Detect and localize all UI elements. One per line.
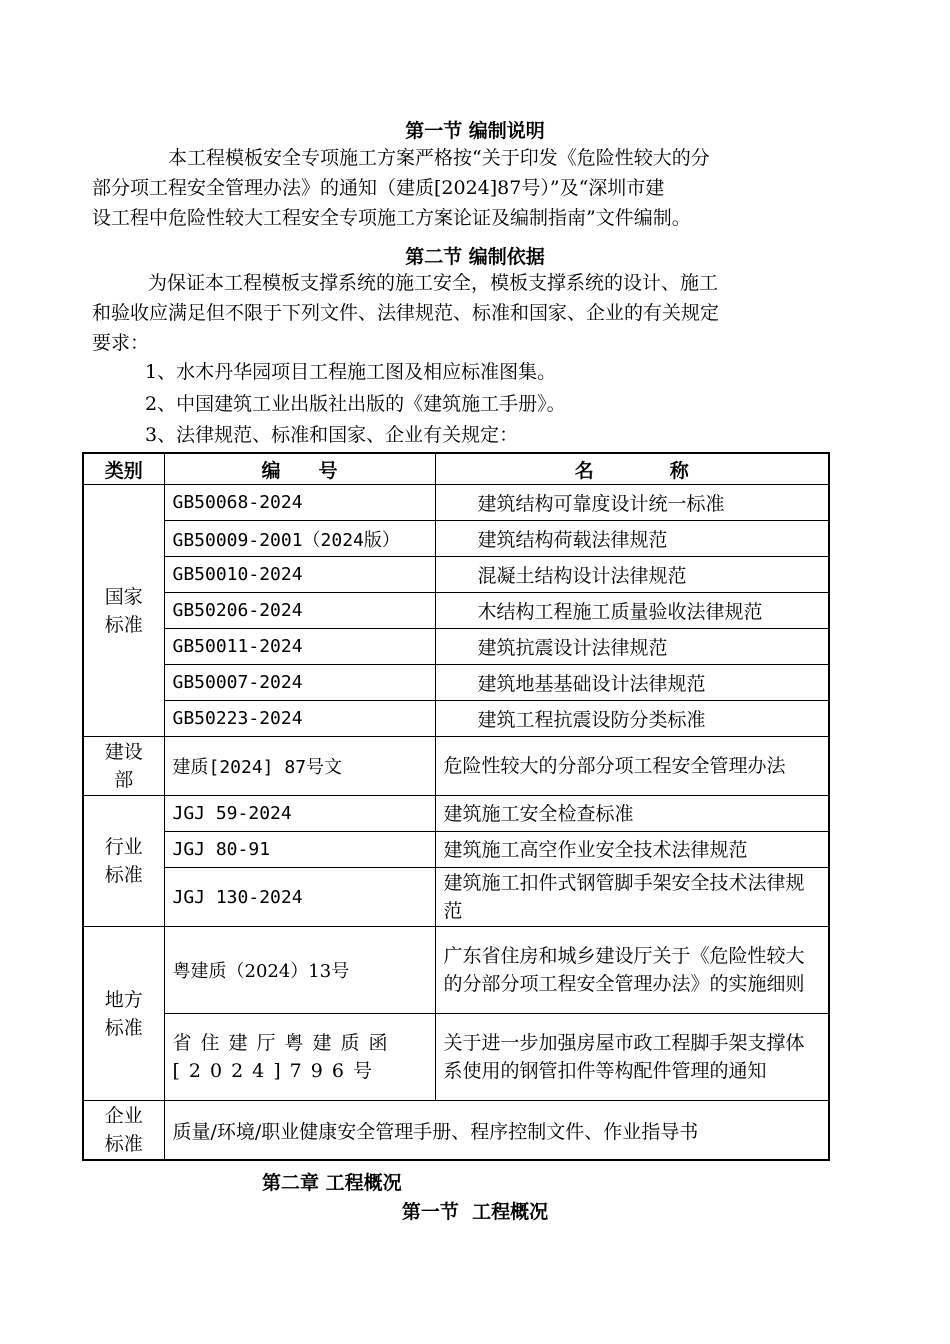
paragraph-line: 本工程模板安全专项施工方案严格按“关于印发《危险性较大的分	[168, 147, 710, 169]
table-header-row	[83, 453, 829, 485]
paragraph-line: 要求：	[92, 332, 150, 354]
category-industry: 行业标准	[83, 796, 164, 927]
table-row	[83, 927, 829, 1014]
standard-code: JGJ 80-91	[164, 832, 435, 868]
standard-code: JGJ 130-2024	[164, 868, 435, 927]
chapter-title: 第二章 工程概况	[262, 1172, 402, 1194]
paragraph-line: 部分项工程安全管理办法》的通知（建质[2024]87号）”及“深圳市建	[92, 177, 665, 199]
standard-name: 广东省住房和城乡建设厅关于《危险性较大的分部分项工程安全管理办法》的实施细则	[435, 927, 829, 1014]
standard-name: 混凝土结构设计法律规范	[435, 557, 829, 593]
standard-code: JGJ 59-2024	[164, 796, 435, 832]
standard-code: GB50223-2024	[164, 701, 435, 737]
standard-code: GB50206-2024	[164, 593, 435, 629]
standard-name: 木结构工程施工质量验收法律规范	[435, 593, 829, 629]
standard-code: GB50007-2024	[164, 665, 435, 701]
section-title-compilation-notes: 第一节 编制说明	[405, 120, 545, 142]
category-national: 国家标准	[83, 485, 164, 737]
category-ministry: 建设部	[83, 737, 164, 796]
basis-item-2: 2、中国建筑工业出版社出版的《建筑施工手册》。	[145, 393, 566, 415]
table-row	[83, 485, 829, 521]
section-title-project-overview: 第一节 工程概况	[401, 1201, 549, 1223]
compilation-basis-paragraph	[92, 268, 832, 358]
standard-code: 省住建厅粤建质函[2024]796号	[164, 1014, 435, 1101]
table-row	[83, 868, 829, 927]
standard-name: 建筑施工扣件式钢管脚手架安全技术法律规范	[435, 868, 829, 927]
table-row	[83, 832, 829, 868]
standard-name: 建筑抗震设计法律规范	[435, 629, 829, 665]
table-row	[83, 665, 829, 701]
paragraph-line: 和验收应满足但不限于下列文件、法律规范、标准和国家、企业的有关规定	[92, 302, 720, 324]
standard-code: GB50010-2024	[164, 557, 435, 593]
category-enterprise: 企业标准	[83, 1101, 164, 1161]
basis-item-3: 3、法律规范、标准和国家、企业有关规定：	[145, 424, 519, 446]
table-row	[83, 737, 829, 796]
table-row	[83, 1014, 829, 1101]
standard-code: GB50009-2001（2024版）	[164, 521, 435, 557]
basis-item-1: 1、水木丹华园项目工程施工图及相应标准图集。	[145, 361, 557, 383]
enterprise-standards-content: 质量/环境/职业健康安全管理手册、程序控制文件、作业指导书	[164, 1101, 829, 1161]
table-row	[83, 629, 829, 665]
standard-name: 建筑结构荷载法律规范	[435, 521, 829, 557]
standard-name: 建筑施工高空作业安全技术法律规范	[435, 832, 829, 868]
paragraph-line: 为保证本工程模板支撑系统的施工安全，模板支撑系统的设计、施工	[148, 272, 719, 294]
standard-code: 粤建质（2024）13号	[164, 927, 435, 1014]
standard-name: 关于进一步加强房屋市政工程脚手架支撑体系使用的钢管扣件等构配件管理的通知	[435, 1014, 829, 1101]
standard-code: GB50068-2024	[164, 485, 435, 521]
section-title-compilation-basis: 第二节 编制依据	[405, 246, 545, 268]
header-code: 编 号	[164, 453, 435, 485]
table-row	[83, 796, 829, 832]
standard-name: 危险性较大的分部分项工程安全管理办法	[435, 737, 829, 796]
table-row	[83, 701, 829, 737]
standard-code: 建质[2024] 87号文	[164, 737, 435, 796]
standard-name: 建筑施工安全检查标准	[435, 796, 829, 832]
standard-name: 建筑结构可靠度设计统一标准	[435, 485, 829, 521]
category-local: 地方标准	[83, 927, 164, 1101]
compilation-notes-paragraph	[92, 143, 832, 233]
standard-name: 建筑地基基础设计法律规范	[435, 665, 829, 701]
table-row	[83, 1101, 829, 1161]
header-name: 名 称	[435, 453, 829, 485]
table-row	[83, 593, 829, 629]
standards-table	[82, 452, 830, 1161]
standard-name: 建筑工程抗震设防分类标准	[435, 701, 829, 737]
table-row	[83, 521, 829, 557]
header-category: 类别	[83, 453, 164, 485]
standard-code: GB50011-2024	[164, 629, 435, 665]
table-row	[83, 557, 829, 593]
paragraph-line: 设工程中危险性较大工程安全专项施工方案论证及编制指南”文件编制。	[92, 207, 691, 229]
